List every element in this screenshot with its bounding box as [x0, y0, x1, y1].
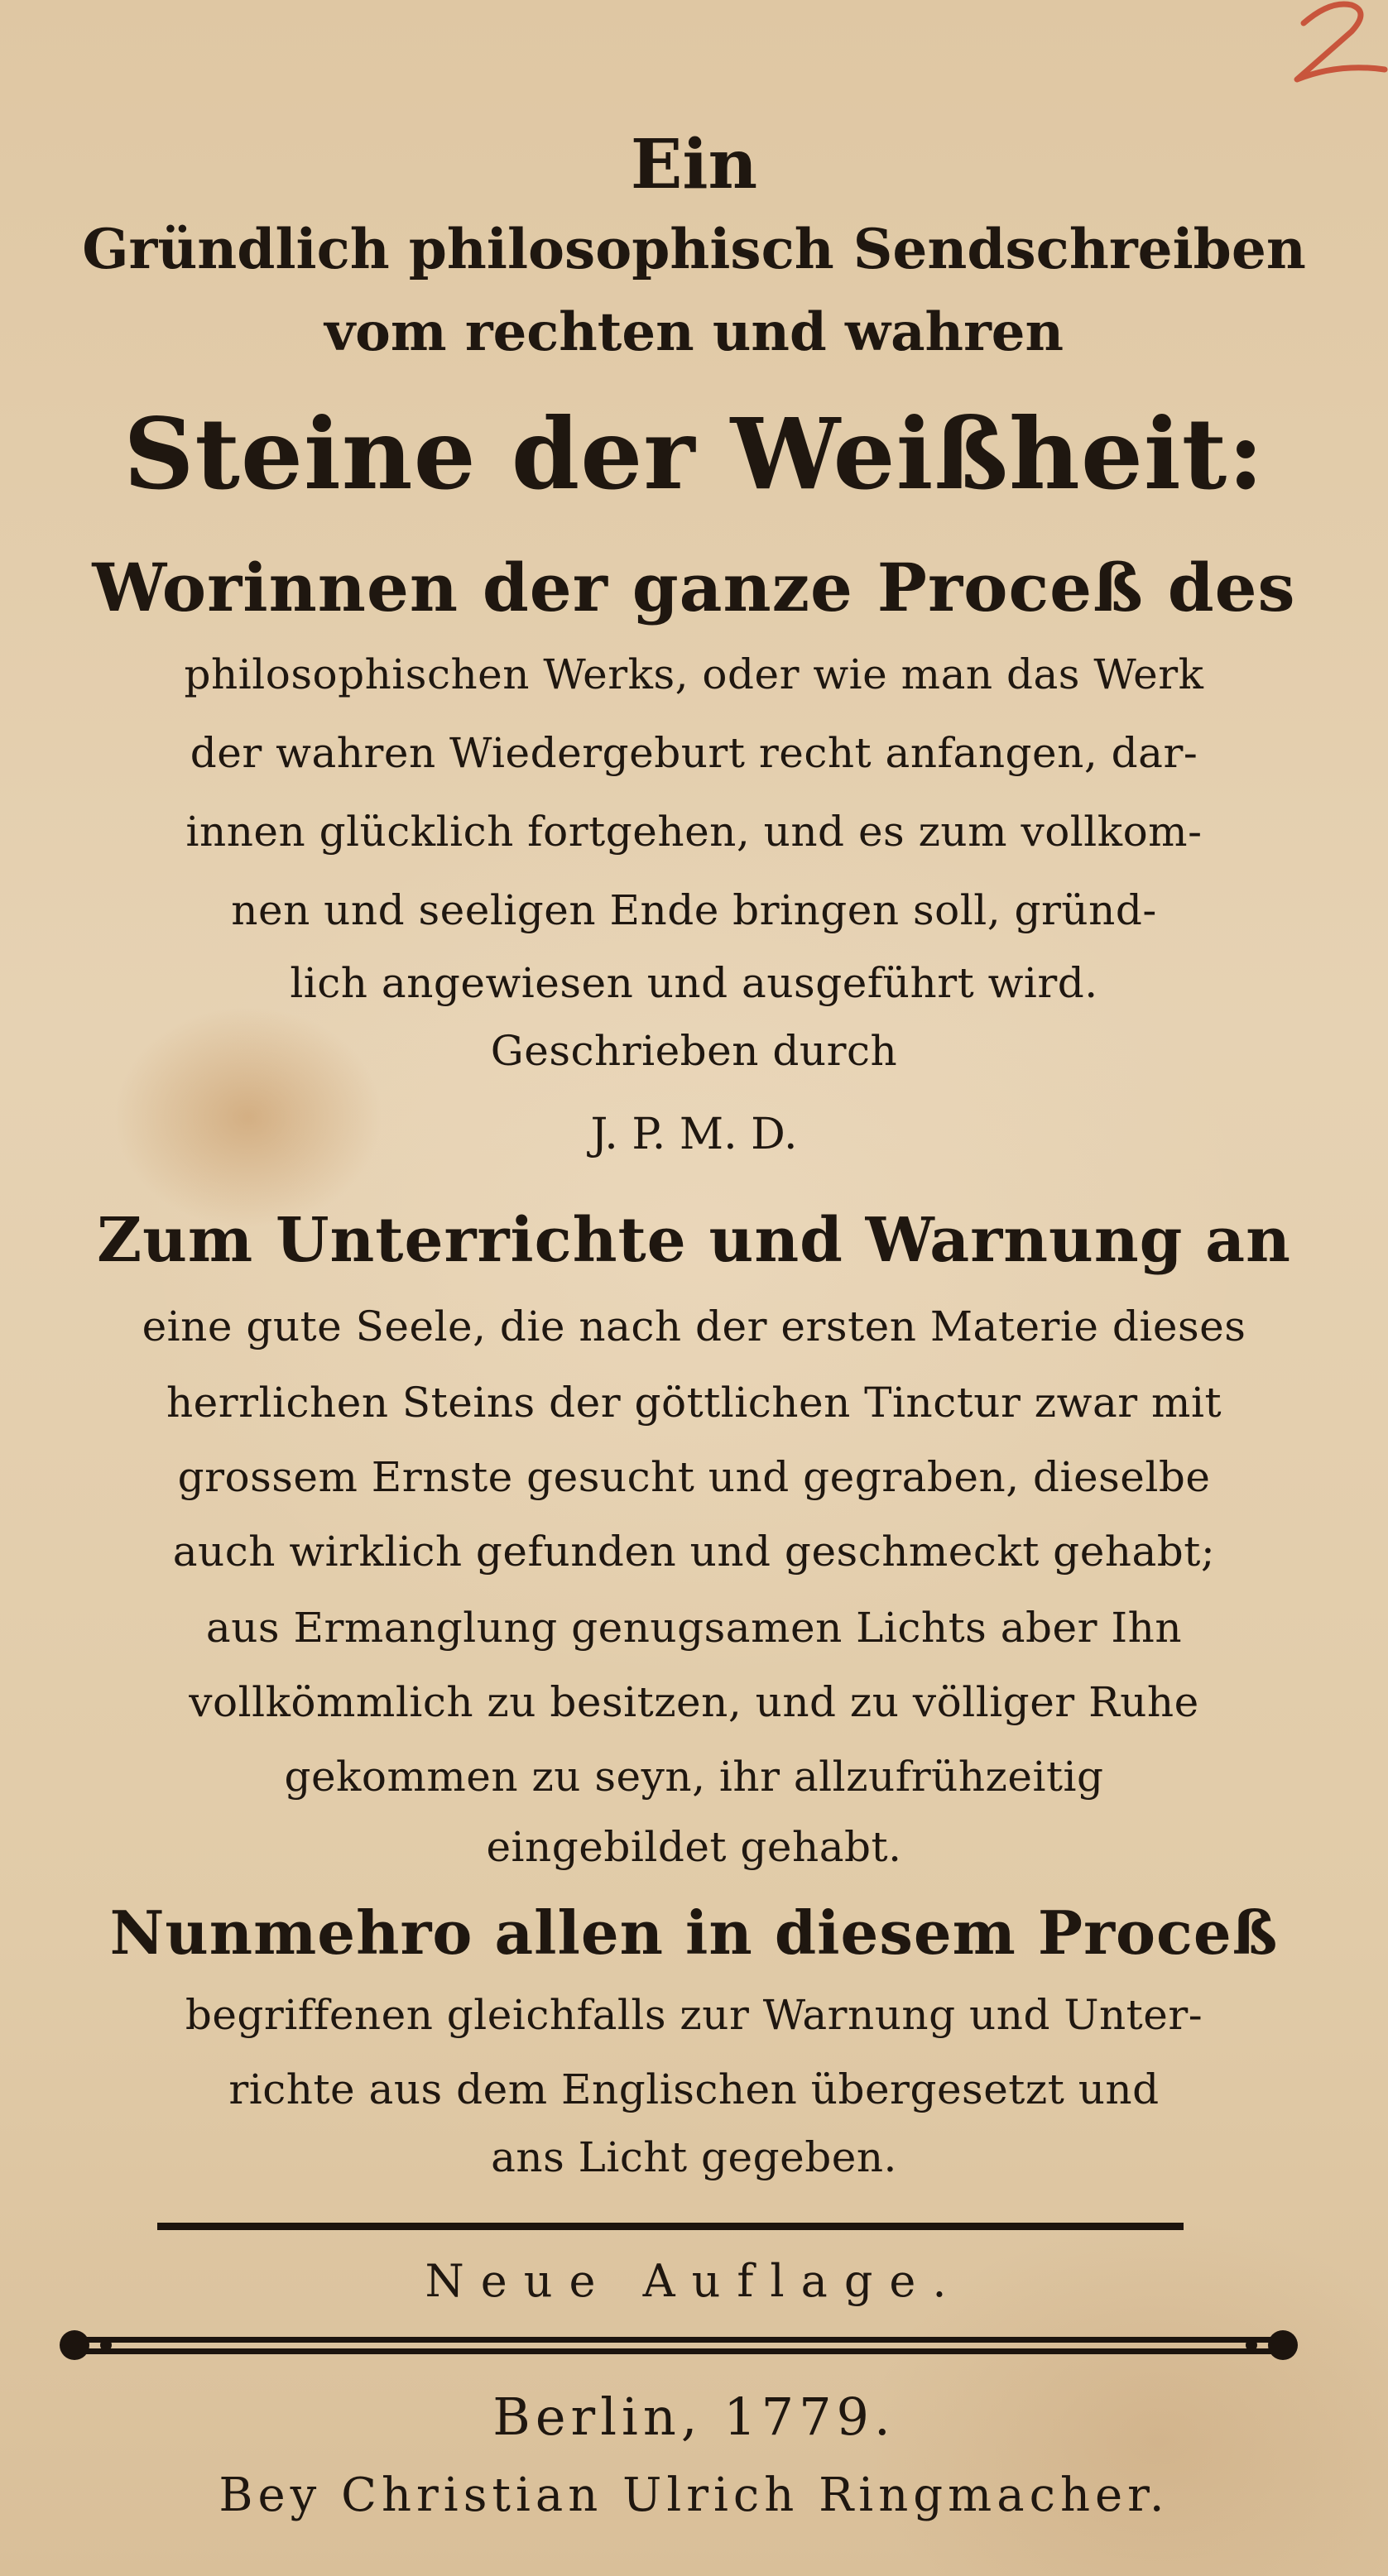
author-initials: J. P. M. D.	[590, 1110, 798, 1159]
text-line: eine gute Seele, die nach der ersten Materie dieses	[142, 1302, 1246, 1350]
text-line: eingebildet gehabt.	[486, 1823, 902, 1871]
text-line: ans Licht gegeben.	[491, 2133, 897, 2181]
text-line: aus Ermanglung genugsamen Lichts aber Ihn	[205, 1604, 1183, 1652]
text-line: philosophischen Werks, oder wie man das Werk	[184, 650, 1204, 698]
imprint-place-year: Berlin, 1779.	[492, 2387, 896, 2447]
heading-zum-unterrichte: Zum Unterrichte und Warnung an	[97, 1205, 1291, 1276]
imprint-publisher: Bey Christian Ulrich Ringmacher.	[219, 2468, 1169, 2522]
title-line-gruendlich: Gründlich philosophisch Sendschreiben	[82, 217, 1306, 281]
author-intro: Geschrieben durch	[490, 1027, 898, 1075]
text-line: herrlichen Steins der göttlichen Tinctur zwar mit	[166, 1379, 1222, 1427]
text-line: innen glücklich fortgehen, und es zum vollkom-	[185, 808, 1203, 856]
text-line: lich angewiesen und ausgeführt wird.	[290, 959, 1098, 1007]
text-line: begriffenen gleichfalls zur Warnung und Unter-	[185, 1991, 1203, 2039]
text-line: nen und seeligen Ende bringen soll, gründ-	[231, 886, 1157, 934]
horizontal-rule	[157, 2223, 1184, 2230]
handwritten-number-mark	[1272, 0, 1388, 91]
text-line: richte aus dem Englischen übergesetzt und	[228, 2065, 1160, 2113]
edition-note: Neue Auflage.	[425, 2255, 963, 2307]
title-line-vom-rechten: vom rechten und wahren	[324, 301, 1064, 363]
title-line-worinnen: Worinnen der ganze Proceß des	[92, 549, 1296, 626]
text-line: gekommen zu seyn, ihr allzufrühzeitig	[284, 1753, 1104, 1801]
text-line: grossem Ernste gesucht und gegraben, dieselbe	[177, 1453, 1211, 1501]
title-line-ein: Ein	[630, 125, 758, 204]
title-line-steine: Steine der Weißheit:	[123, 396, 1265, 511]
text-line: vollkömmlich zu besitzen, und zu völliger Ruhe	[189, 1678, 1199, 1726]
text-line: auch wirklich gefunden und geschmeckt gehabt;	[172, 1528, 1216, 1576]
ornamental-rule	[58, 2324, 1299, 2370]
heading-nunmehro: Nunmehro allen in diesem Proceß	[109, 1897, 1279, 1968]
text-line: der wahren Wiedergeburt recht anfangen, dar-	[190, 729, 1198, 777]
